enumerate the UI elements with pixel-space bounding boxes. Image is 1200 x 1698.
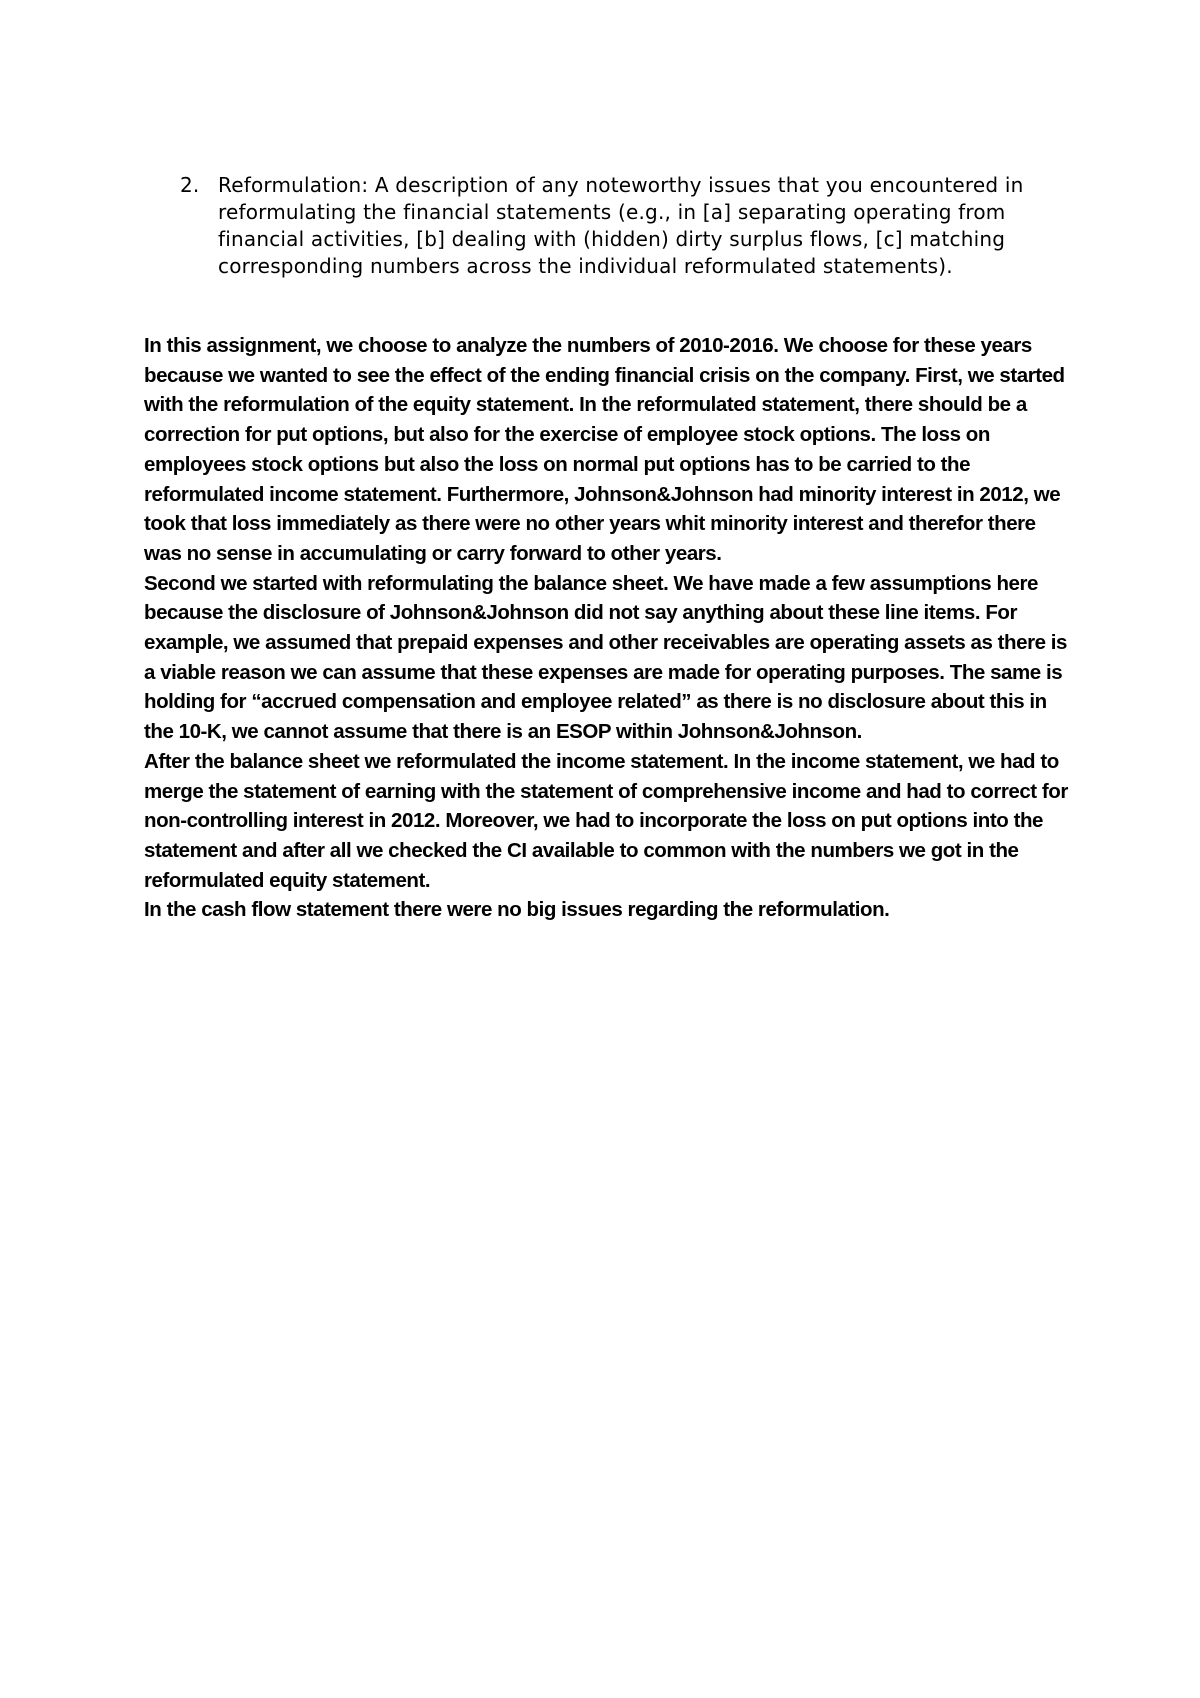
answer-body xyxy=(144,331,1069,925)
answer-paragraph-income-statement: After the balance sheet we reformulated the income statement. In the income statement, we had to merge the statement of earning with the statement of comprehensive income and had to correct for non-controlling interest in 2012. Moreover, we had to incorporate the loss on put options into the statement and after all we checked the CI available to common with the numbers we got in the reformulated equity statement. xyxy=(144,749,1068,892)
question-item xyxy=(180,172,1085,280)
question-number: 2. xyxy=(180,173,200,197)
answer-paragraph-cash-flow: In the cash flow statement there were no big issues regarding the reformulation. xyxy=(144,898,890,922)
question-text: Reformulation: A description of any noteworthy issues that you encountered in reformulating the financial statements (e.g., in [a] separating operating from financial activities, [b] dealing with (hidden) dirty surplus flows, [c] matching corresponding numbers across the individual reformulated statements). xyxy=(218,173,1024,278)
answer-paragraph-equity: In this assignment, we choose to analyze the numbers of 2010-2016. We choose for these years because we wanted to see the effect of the ending financial crisis on the company. First, we started with the reformulation of the equity statement. In the reformulated statement, there should be a correction for put options, but also for the exercise of employee stock options. The loss on employees stock options but also the loss on normal put options has to be carried to the reformulated income statement. Furthermore, Johnson&Johnson had minority interest in 2012, we took that loss immediately as there were no other years whit minority interest and therefor there was no sense in accumulating or carry forward to other years. xyxy=(144,334,1065,565)
answer-paragraph-balance-sheet: Second we started with reformulating the balance sheet. We have made a few assumptions here because the disclosure of Johnson&Johnson did not say anything about these line items. For example, we assumed that prepaid expenses and other receivables are operating assets as there is a viable reason we can assume that these expenses are made for operating purposes. The same is holding for “accrued compensation and employee related” as there is no disclosure about this in the 10-K, we cannot assume that there is an ESOP within Johnson&Johnson. xyxy=(144,571,1068,744)
